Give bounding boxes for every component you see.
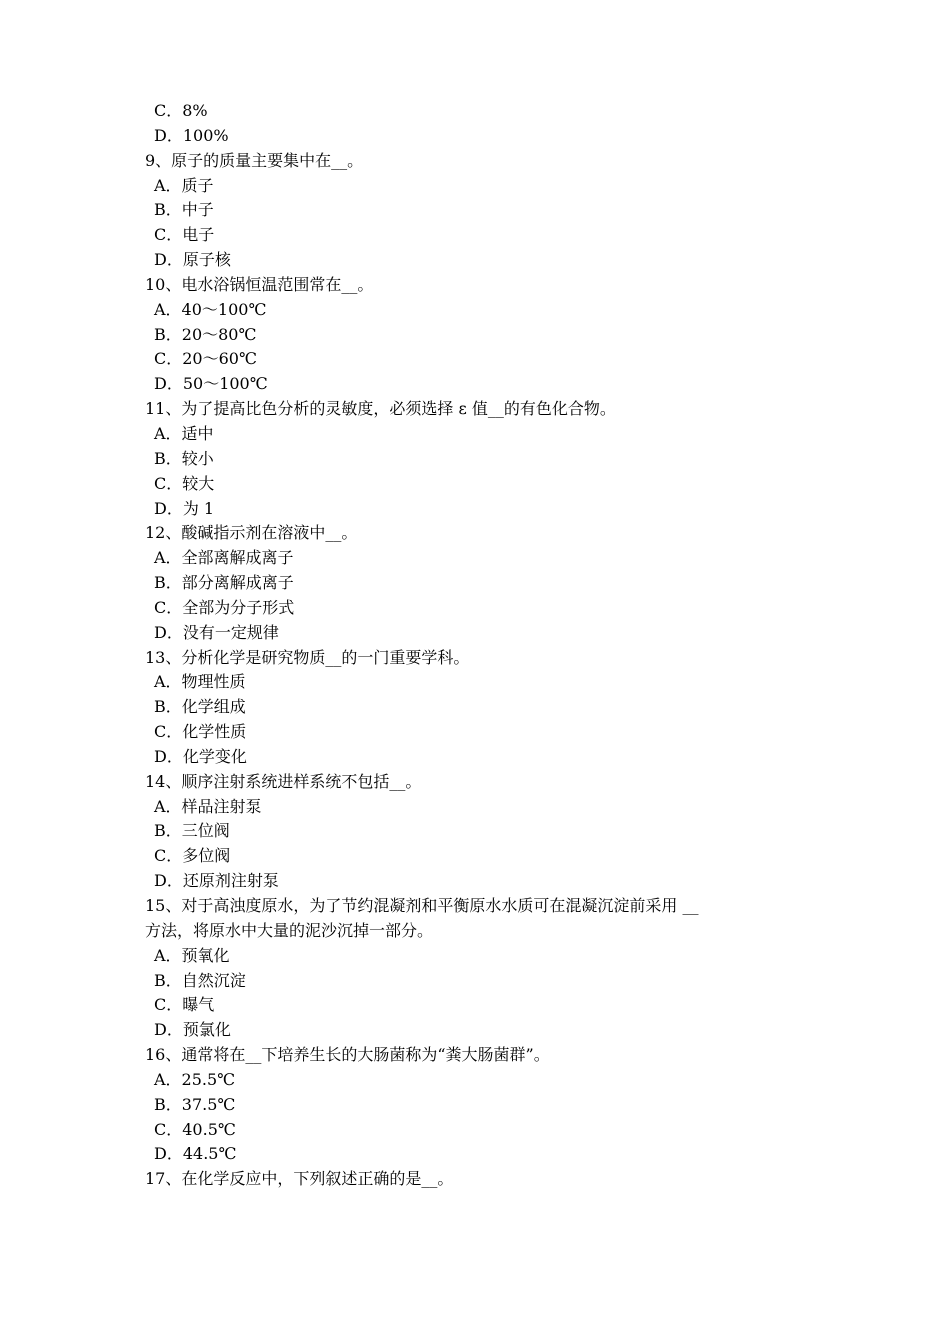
question-text: 10、电水浴锅恒温范围常在__。	[145, 274, 374, 294]
question-text: 13、分析化学是研究物质__的一门重要学科。	[145, 647, 470, 667]
answer-option: C．电子	[154, 225, 215, 245]
answer-option: D．50～100℃	[154, 374, 268, 394]
answer-option: C．8%	[154, 101, 208, 120]
answer-option: B．较小	[154, 448, 214, 468]
answer-option: A．25.5℃	[154, 1069, 236, 1089]
answer-option: C．20～60℃	[154, 349, 257, 369]
answer-option: B．20～80℃	[154, 324, 257, 344]
answer-option: A．40～100℃	[154, 299, 267, 319]
exam-questions	[145, 99, 815, 1192]
question-text: 11、为了提高比色分析的灵敏度，必须选择 ε 值__的有色化合物。	[145, 399, 616, 419]
answer-option: A．适中	[154, 423, 214, 443]
answer-option: D．44.5℃	[154, 1144, 237, 1164]
question-text: 16、通常将在__下培养生长的大肠菌称为“粪大肠菌群”。	[145, 1045, 550, 1065]
question-text: 9、原子的质量主要集中在__。	[145, 150, 364, 170]
answer-option: B．部分离解成离子	[154, 573, 294, 593]
question-text-continued: 方法，将原水中大量的泥沙沉掉一部分。	[145, 920, 434, 940]
answer-option: B．37.5℃	[154, 1094, 236, 1114]
answer-option: C．全部为分子形式	[154, 597, 295, 617]
answer-option: C．曝气	[154, 995, 215, 1015]
answer-option: D．化学变化	[154, 746, 247, 766]
question-text: 17、在化学反应中，下列叙述正确的是__。	[145, 1169, 454, 1189]
answer-option: C．化学性质	[154, 722, 247, 742]
answer-option: B．三位阀	[154, 821, 230, 841]
answer-option: A．样品注射泵	[154, 796, 262, 816]
answer-option: D．预氯化	[154, 1020, 231, 1040]
answer-option: B．中子	[154, 200, 214, 220]
answer-option: D．还原剂注射泵	[154, 871, 279, 891]
answer-option: C．40.5℃	[154, 1119, 236, 1139]
answer-option: A．全部离解成离子	[154, 548, 294, 568]
answer-option: D．100%	[154, 125, 229, 145]
answer-option: D．原子核	[154, 250, 231, 270]
answer-option: D．为 1	[154, 498, 215, 518]
answer-option: C．多位阀	[154, 846, 231, 866]
answer-option: B．化学组成	[154, 697, 246, 717]
answer-option: C．较大	[154, 473, 215, 493]
answer-option: B．自然沉淀	[154, 970, 246, 990]
answer-option: A．质子	[154, 175, 214, 195]
answer-option: A．预氧化	[154, 945, 230, 965]
question-text: 12、酸碱指示剂在溶液中__。	[145, 523, 358, 543]
answer-option: A．物理性质	[154, 672, 246, 692]
answer-option: D．没有一定规律	[154, 622, 279, 642]
question-text: 15、对于高浊度原水，为了节约混凝剂和平衡原水水质可在混凝沉淀前采用 __	[145, 896, 699, 915]
question-text: 14、顺序注射系统进样系统不包括__。	[145, 771, 422, 791]
